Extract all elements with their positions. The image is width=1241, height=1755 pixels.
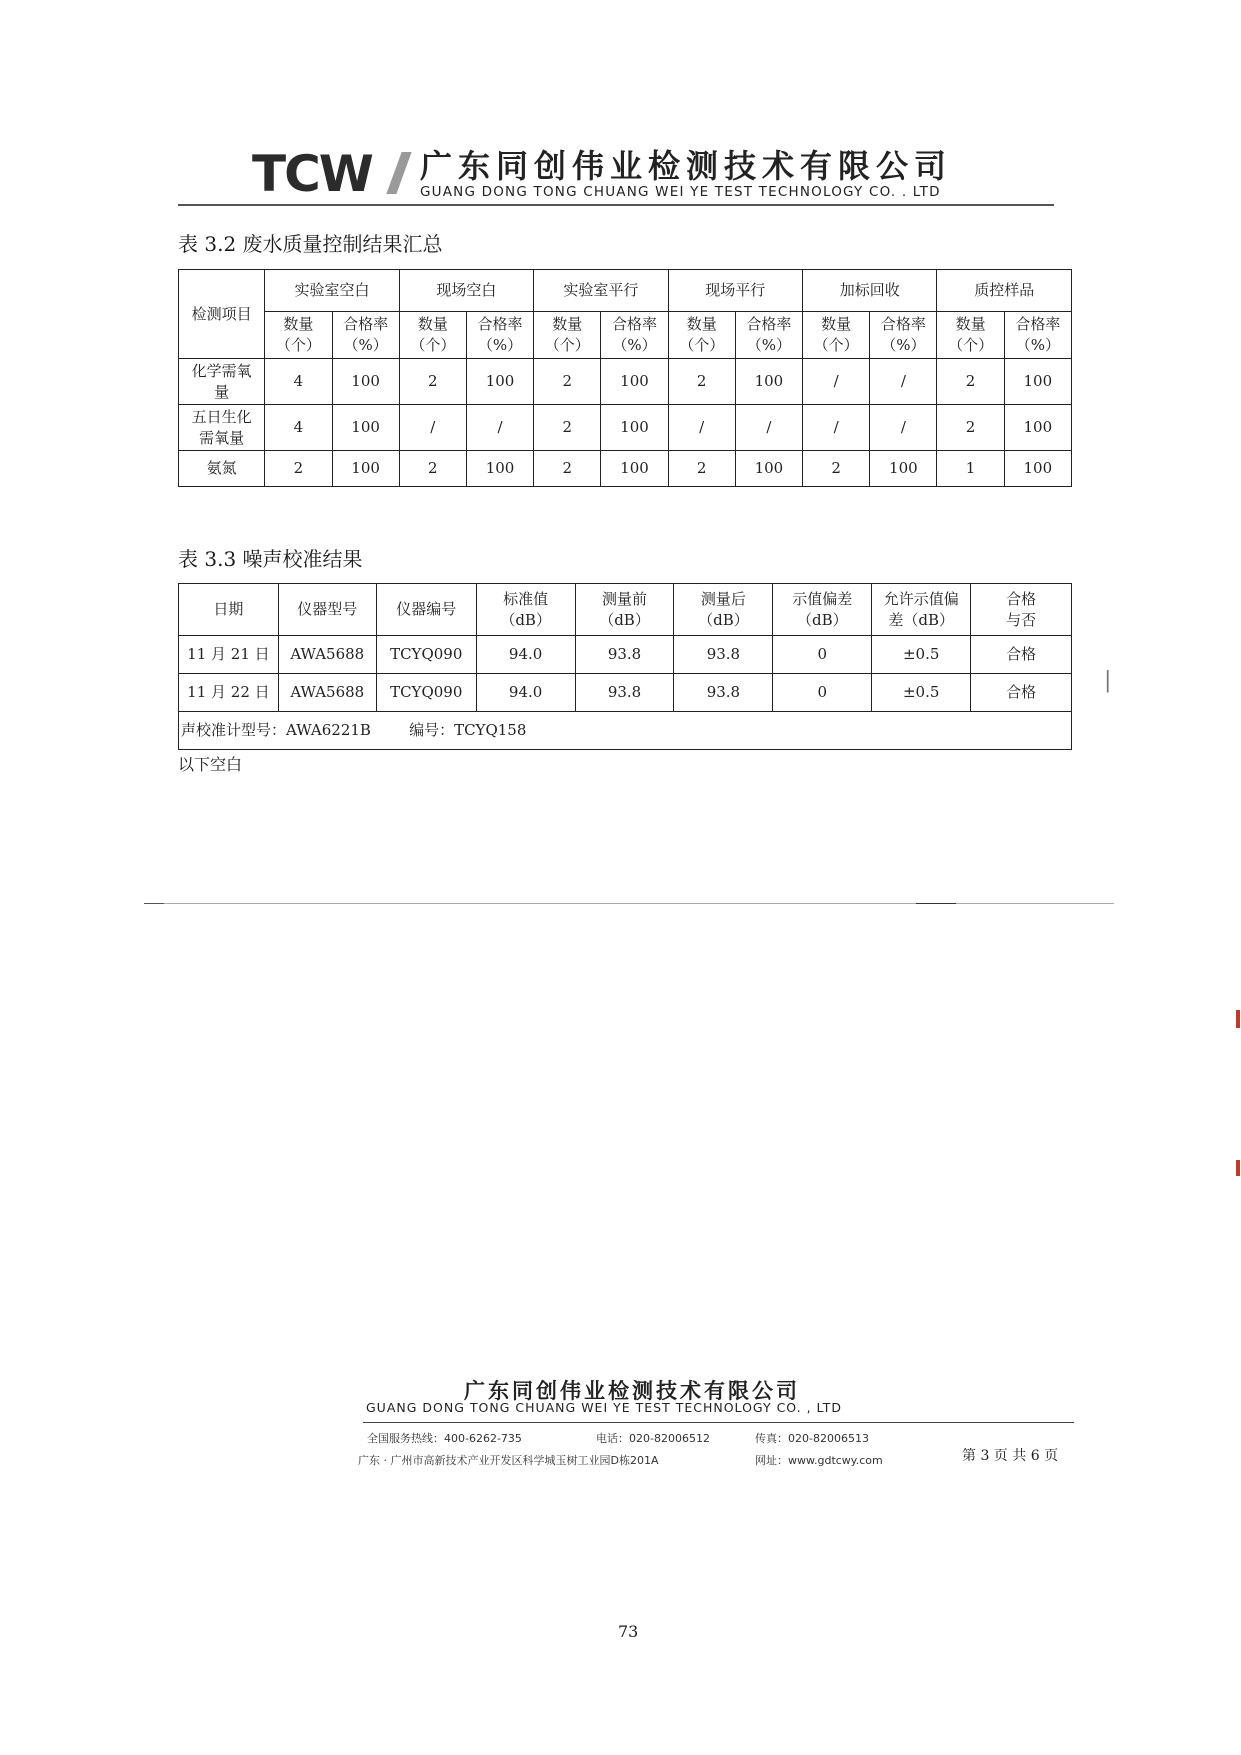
qty-header: 数量 （个） (265, 312, 332, 359)
value-cell: 2 (937, 359, 1004, 405)
edge-artifact: | (1104, 668, 1112, 693)
value-cell: 2 (937, 405, 1004, 451)
footer-company-en: GUANG DONG TONG CHUANG WEI YE TEST TECHNOLOGY CO. , LTD (366, 1400, 843, 1415)
value-cell: 93.8 (575, 674, 674, 712)
group-header: 质控样品 (937, 270, 1072, 312)
footer-divider (363, 1422, 1074, 1423)
column-header: 测量前 （dB） (575, 584, 674, 636)
value-cell: 100 (601, 451, 668, 487)
cut-line-mark (916, 903, 956, 904)
value-cell: 2 (265, 451, 332, 487)
column-header: 允许示值偏 差（dB） (872, 584, 971, 636)
value-cell: 2 (534, 359, 601, 405)
rate-header: 合格率 （%） (601, 312, 668, 359)
footer-website: 网址：www.gdtcwy.com (755, 1454, 883, 1467)
qty-header: 数量 （个） (534, 312, 601, 359)
table-row (179, 451, 1072, 487)
value-cell: / (466, 405, 533, 451)
value-cell: 100 (735, 451, 802, 487)
column-header: 合格 与否 (971, 584, 1072, 636)
table-row (179, 359, 1072, 405)
rate-header: 合格率 （%） (466, 312, 533, 359)
wastewater-qc-table (178, 269, 1072, 487)
cut-line (164, 903, 1114, 904)
qty-header: 数量 （个） (937, 312, 1004, 359)
value-cell: 100 (332, 405, 399, 451)
value-cell: / (870, 405, 937, 451)
value-cell: 1 (937, 451, 1004, 487)
value-cell: AWA5688 (278, 636, 376, 674)
value-cell: 2 (668, 451, 735, 487)
footer-address: 广东 · 广州市高新技术产业开发区科学城玉树工业园D栋201A (358, 1454, 659, 1467)
item-header: 检测项目 (179, 270, 265, 359)
value-cell: 100 (601, 359, 668, 405)
edge-red-mark (1236, 1160, 1240, 1176)
value-cell: / (668, 405, 735, 451)
value-cell: 94.0 (476, 674, 575, 712)
value-cell: 2 (803, 451, 870, 487)
item-cell: 化学需氧量 (179, 359, 265, 405)
value-cell: 100 (1004, 451, 1071, 487)
table-3-3-caption: 表 3.3 噪声校准结果 (178, 547, 363, 571)
footer-company-cn: 广东同创伟业检测技术有限公司 (464, 1379, 800, 1403)
value-cell: 11 月 21 日 (179, 636, 279, 674)
company-name-en: GUANG DONG TONG CHUANG WEI YE TEST TECHNOLOGY CO. . LTD (420, 184, 941, 200)
value-cell: 100 (601, 405, 668, 451)
value-cell: / (399, 405, 466, 451)
footer-hotline: 全国服务热线：400-6262-735 (367, 1432, 522, 1445)
value-cell: 2 (399, 451, 466, 487)
group-header: 现场空白 (399, 270, 533, 312)
group-header: 加标回收 (803, 270, 937, 312)
letterhead (252, 146, 1052, 204)
item-cell: 氨氮 (179, 451, 265, 487)
value-cell: 0 (773, 636, 872, 674)
header-divider (178, 204, 1054, 206)
value-cell: ±0.5 (872, 636, 971, 674)
page-info: 第 3 页 共 6 页 (962, 1448, 1059, 1464)
value-cell: / (870, 359, 937, 405)
item-cell: 五日生化需氧量 (179, 405, 265, 451)
value-cell: 2 (534, 405, 601, 451)
column-header: 标准值 （dB） (476, 584, 575, 636)
noise-calibration-table (178, 583, 1072, 750)
value-cell: 100 (735, 359, 802, 405)
value-cell: 合格 (971, 636, 1072, 674)
company-name-cn: 广东同创伟业检测技术有限公司 (420, 147, 953, 185)
value-cell: / (735, 405, 802, 451)
value-cell: 94.0 (476, 636, 575, 674)
rate-header: 合格率 （%） (332, 312, 399, 359)
value-cell: TCYQ090 (376, 636, 476, 674)
value-cell: AWA5688 (278, 674, 376, 712)
value-cell: 100 (332, 359, 399, 405)
value-cell: 0 (773, 674, 872, 712)
value-cell: 93.8 (575, 636, 674, 674)
rate-header: 合格率 （%） (735, 312, 802, 359)
column-header: 日期 (179, 584, 279, 636)
value-cell: 2 (534, 451, 601, 487)
cut-line-left (144, 903, 164, 904)
rate-header: 合格率 （%） (870, 312, 937, 359)
value-cell: 合格 (971, 674, 1072, 712)
value-cell: / (803, 359, 870, 405)
value-cell: TCYQ090 (376, 674, 476, 712)
value-cell: ±0.5 (872, 674, 971, 712)
page-number: 73 (618, 1622, 639, 1641)
footer-fax: 传真：020-82006513 (755, 1432, 869, 1445)
qty-header: 数量 （个） (399, 312, 466, 359)
value-cell: 4 (265, 359, 332, 405)
value-cell: 100 (466, 451, 533, 487)
column-header: 测量后 （dB） (674, 584, 773, 636)
value-cell: 100 (1004, 405, 1071, 451)
column-header: 仪器编号 (376, 584, 476, 636)
value-cell: 100 (1004, 359, 1071, 405)
value-cell: 11 月 22 日 (179, 674, 279, 712)
value-cell: 100 (332, 451, 399, 487)
value-cell: 4 (265, 405, 332, 451)
calibrator-row (179, 712, 1072, 750)
value-cell: 100 (466, 359, 533, 405)
rate-header: 合格率 （%） (1004, 312, 1071, 359)
edge-red-mark (1236, 1010, 1240, 1028)
value-cell: 2 (668, 359, 735, 405)
table-row (179, 674, 1072, 712)
group-header: 实验室平行 (534, 270, 668, 312)
value-cell: 2 (399, 359, 466, 405)
group-header: 现场平行 (668, 270, 802, 312)
value-cell: 93.8 (674, 674, 773, 712)
qty-header: 数量 （个） (668, 312, 735, 359)
table-3-2-caption: 表 3.2 废水质量控制结果汇总 (178, 232, 443, 256)
value-cell: 93.8 (674, 636, 773, 674)
below-blank-note: 以下空白 (178, 755, 243, 774)
column-header: 仪器型号 (278, 584, 376, 636)
column-header: 示值偏差 （dB） (773, 584, 872, 636)
company-logo: TCW (252, 145, 372, 203)
value-cell: / (803, 405, 870, 451)
value-cell: 100 (870, 451, 937, 487)
qty-header: 数量 （个） (803, 312, 870, 359)
table-row (179, 405, 1072, 451)
table-row (179, 636, 1072, 674)
group-header: 实验室空白 (265, 270, 399, 312)
footer-tel: 电话：020-82006512 (596, 1432, 710, 1445)
calibrator-info: 声校准计型号：AWA6221B 编号：TCYQ158 (179, 712, 1072, 750)
